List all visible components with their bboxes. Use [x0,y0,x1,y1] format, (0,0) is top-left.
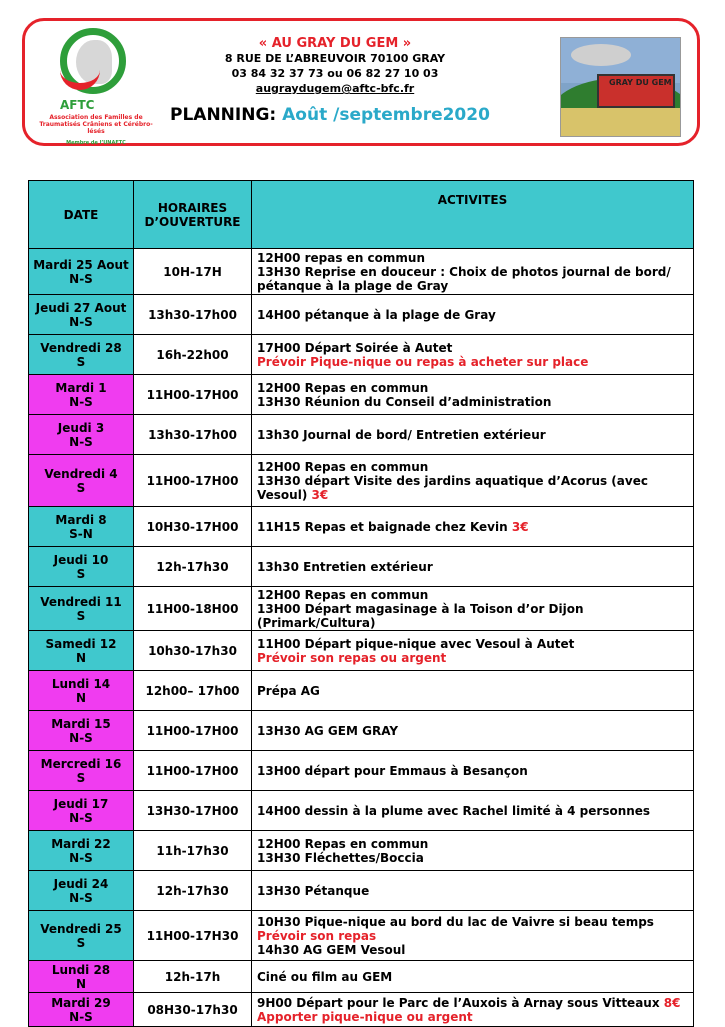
activity-text: 13H30 Reprise en douceur : Choix de photos journal de bord/ [257,264,671,279]
date-code: N [75,976,87,991]
activity-cell [252,961,694,993]
activities-header: ACTIVITES [252,181,694,249]
activity-line [257,395,693,409]
activity-line [257,355,693,369]
planning-label: PLANNING: [170,105,277,125]
activity-text: Prévoir son repas ou argent [257,650,447,665]
date-cell [29,993,134,1027]
table-row [29,455,694,507]
activity-text: 14H00 dessin à la plume avec Rachel limité à 4 personnes [257,803,651,818]
date-day: Jeudi 24 [53,876,109,891]
activity-line [257,1010,693,1024]
table-row [29,335,694,375]
date-day: Vendredi 4 [44,466,118,481]
date-cell [29,961,134,993]
activity-text: 13h30 Entretien extérieur [257,559,433,574]
activity-line [257,279,693,293]
table-row [29,751,694,791]
activity-cell [252,711,694,751]
date-cell [29,831,134,871]
date-day: Jeudi 17 [53,796,109,811]
activity-text: 13H00 Départ magasinage à la Toison d’or Dijon [257,601,584,616]
hours-cell: 10H30-17H00 [134,507,252,547]
activity-line [257,616,693,630]
date-day: Mardi 29 [51,995,111,1010]
planning-table [28,180,694,1027]
date-code: S-N [69,526,93,541]
table-header-row [29,181,694,249]
date-code: N-S [69,1009,93,1024]
hours-cell: 12h-17h30 [134,547,252,587]
gem-name: « AU GRAY DU GEM » [258,36,412,51]
date-code: N [75,650,87,665]
hours-cell: 11H00-17H00 [134,375,252,415]
date-code: S [76,354,86,369]
activity-text: 13H30 Fléchettes/Boccia [257,850,424,865]
activity-line [257,637,693,651]
activity-line [257,651,693,665]
header-contact [190,36,480,96]
table-row [29,507,694,547]
date-code: N-S [69,730,93,745]
date-cell [29,455,134,507]
date-cell [29,335,134,375]
date-code: N-S [69,271,93,286]
activity-text: 12H00 Repas en commun [257,587,429,602]
activity-line [257,341,693,355]
table-row [29,831,694,871]
activity-text: Ciné ou film au GEM [257,969,393,984]
activity-text: Vesoul) [257,487,308,502]
date-code: N-S [69,810,93,825]
activity-cell [252,587,694,631]
hours-cell: 16h-22h00 [134,335,252,375]
activity-text: 11H15 Repas et baignade chez Kevin [257,519,508,534]
activity-line [257,251,693,265]
activity-text: 12H00 Repas en commun [257,836,429,851]
table-row [29,961,694,993]
activity-line [257,724,693,738]
activity-line [257,929,693,943]
activity-text: 13H30 départ Visite des jardins aquatique d’Acorus (avec [257,473,648,488]
activity-line [257,520,693,534]
hours-cell: 10H-17H [134,249,252,295]
table-row [29,993,694,1027]
photo-grass [561,108,680,137]
activity-text: pétanque à la plage de Gray [257,278,449,293]
activity-line [257,602,693,616]
hours-cell: 13H30-17H00 [134,791,252,831]
date-cell [29,871,134,911]
activity-text: 13H30 Réunion du Conseil d’administration [257,394,552,409]
activity-text: (Primark/Cultura) [257,615,376,630]
activity-cell [252,631,694,671]
activity-text: 10H30 Pique-nique au bord du lac de Vaivre si beau temps [257,914,654,929]
activity-line [257,915,693,929]
date-code: N [75,690,87,705]
hours-cell: 10h30-17h30 [134,631,252,671]
date-code: S [76,566,86,581]
date-cell [29,415,134,455]
table-row [29,791,694,831]
phones: 03 84 32 37 73 ou 06 82 27 10 03 [231,67,439,80]
address: 8 RUE DE L’ABREUVOIR 70100 GRAY [224,52,446,65]
activity-cell [252,871,694,911]
table-row [29,631,694,671]
activity-cell [252,911,694,961]
date-cell [29,631,134,671]
activity-text: 12H00 repas en commun [257,250,425,265]
activity-cell [252,791,694,831]
activity-line [257,488,693,502]
activity-line [257,381,693,395]
planning-period: Août /septembre2020 [282,105,490,125]
planning-title [170,105,490,125]
date-cell [29,711,134,751]
hours-cell: 11h-17h30 [134,831,252,871]
date-cell [29,751,134,791]
activity-cell [252,455,694,507]
date-day: Vendredi 11 [40,594,122,609]
date-day: Samedi 12 [45,636,117,651]
activity-text: 11H00 Départ pique-nique avec Vesoul à Autet [257,636,575,651]
photo-smoke [571,44,631,66]
hours-header: HORAIRES D’OUVERTURE [134,181,252,249]
date-code: S [76,608,86,623]
price-tag: 3€ [507,519,529,534]
hours-cell: 13h30-17h00 [134,295,252,335]
gem-photo [560,37,681,137]
activity-text: 13H00 départ pour Emmaus à Besançon [257,763,528,778]
planning-rows [29,249,694,1027]
date-cell [29,547,134,587]
price-tag: 3€ [307,487,329,502]
activity-cell [252,547,694,587]
table-row [29,295,694,335]
date-cell [29,507,134,547]
date-code: S [76,480,86,495]
date-day: Vendredi 25 [40,921,122,936]
date-day: Vendredi 28 [40,340,122,355]
activity-text: 14H00 pétanque à la plage de Gray [257,307,496,322]
activity-text: 17H00 Départ Soirée à Autet [257,340,453,355]
activity-cell [252,295,694,335]
activity-line [257,884,693,898]
activity-line [257,837,693,851]
activity-text: 9H00 Départ pour le Parc de l’Auxois à Arnay sous Vitteaux [257,995,660,1010]
date-cell [29,295,134,335]
logo-member: Membre de l’UNAFTC [66,140,126,146]
activity-cell [252,249,694,295]
activity-text: Apporter pique-nique ou argent [257,1009,473,1024]
table-row [29,587,694,631]
date-day: Lundi 14 [51,676,111,691]
date-code: S [76,935,86,950]
hours-cell: 12h00– 17h00 [134,671,252,711]
date-cell [29,671,134,711]
hours-cell: 12h-17h [134,961,252,993]
activity-text: Prépa AG [257,683,320,698]
email-link[interactable]: augraydugem@aftc-bfc.fr [255,82,415,95]
table-row [29,671,694,711]
hours-cell: 11H00-17H00 [134,751,252,791]
activity-line [257,764,693,778]
date-code: N-S [69,434,93,449]
date-cell [29,791,134,831]
date-code: N-S [69,850,93,865]
hours-cell: 08H30-17h30 [134,993,252,1027]
logo-acronym: AFTC [60,98,95,112]
date-day: Mardi 1 [55,380,107,395]
activity-line [257,851,693,865]
date-day: Mardi 25 Aout [33,257,129,272]
date-code: S [76,770,86,785]
activity-cell [252,751,694,791]
date-day: Mardi 8 [55,512,107,527]
date-day: Mardi 15 [51,716,111,731]
table-row [29,711,694,751]
activity-cell [252,335,694,375]
date-day: Jeudi 3 [57,420,105,435]
activity-line [257,308,693,322]
activity-line [257,265,693,279]
date-day: Lundi 28 [51,962,111,977]
activity-cell [252,993,694,1027]
date-day: Jeudi 10 [53,552,109,567]
hours-cell: 11H00-17H00 [134,711,252,751]
table-row [29,547,694,587]
date-code: N-S [69,314,93,329]
logo-association: Association des Familles de Traumatisés Crâniens et Cérébro-lésés [39,114,153,135]
activity-line [257,996,693,1010]
price-tag: 8€ [659,995,681,1010]
activity-cell [252,375,694,415]
activity-line [257,970,693,984]
activity-text: 12H00 Repas en commun [257,459,429,474]
activity-text: 12H00 Repas en commun [257,380,429,395]
date-day: Mercredi 16 [40,756,122,771]
table-row [29,375,694,415]
activity-line [257,474,693,488]
hours-cell: 12h-17h30 [134,871,252,911]
date-code: N-S [69,890,93,905]
date-code: N-S [69,394,93,409]
date-day: Mardi 22 [51,836,111,851]
activity-cell [252,415,694,455]
aftc-logo [36,26,156,150]
date-header: DATE [29,181,134,249]
activity-line [257,804,693,818]
activity-line [257,560,693,574]
photo-sign: GRAY DU GEM [609,78,672,87]
activity-text: Prévoir Pique-nique ou repas à acheter sur place [257,354,589,369]
activity-line [257,943,693,957]
date-day: Jeudi 27 Aout [35,300,127,315]
activity-cell [252,507,694,547]
hours-cell: 11H00-17H00 [134,455,252,507]
hours-cell: 11H00-18H00 [134,587,252,631]
activity-text: 13H30 AG GEM GRAY [257,723,399,738]
date-cell [29,911,134,961]
table-row [29,249,694,295]
activity-cell [252,671,694,711]
date-cell [29,375,134,415]
activity-line [257,428,693,442]
hours-cell: 11H00-17H30 [134,911,252,961]
table-row [29,871,694,911]
hours-cell: 13h30-17h00 [134,415,252,455]
table-row [29,911,694,961]
activity-text: 13h30 Journal de bord/ Entretien extérieur [257,427,546,442]
activity-cell [252,831,694,871]
date-cell [29,587,134,631]
activity-line [257,588,693,602]
table-row [29,415,694,455]
date-cell [29,249,134,295]
activity-line [257,460,693,474]
activity-text: Prévoir son repas [257,928,377,943]
activity-text: 13H30 Pétanque [257,883,370,898]
activity-line [257,684,693,698]
activity-text: 14h30 AG GEM Vesoul [257,942,406,957]
logo-ring-icon [60,28,126,94]
